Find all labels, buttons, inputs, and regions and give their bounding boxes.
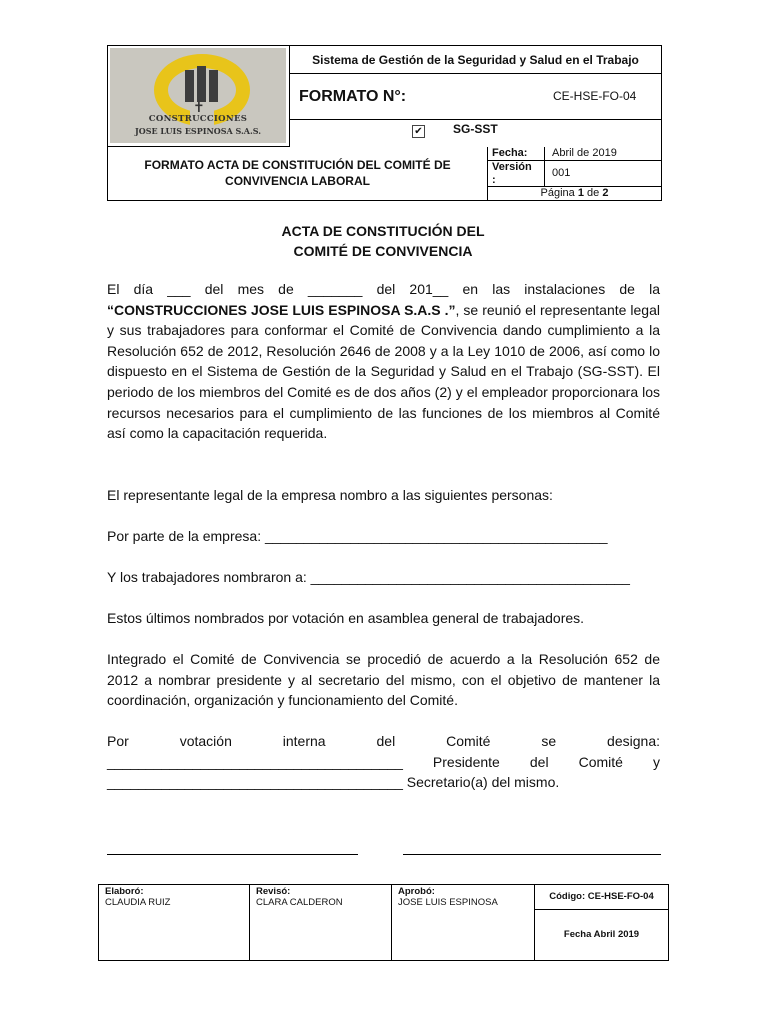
document-title-line1: ACTA DE CONSTITUCIÓN DEL	[281, 223, 485, 239]
company-name: “CONSTRUCCIONES JOSE LUIS ESPINOSA S.A.S .”	[107, 301, 456, 318]
designation-line3: ______________________________________ Secretario(a) del mismo.	[107, 774, 560, 791]
footer-code: Código: CE-HSE-FO-04	[535, 885, 668, 910]
logo-cell	[108, 46, 290, 147]
paragraph-designation	[107, 731, 660, 793]
form-title	[108, 147, 488, 201]
logo-bar-icon	[209, 70, 218, 102]
paragraph-voting: Estos últimos nombrados por votación en asamblea general de trabajadores.	[107, 610, 585, 626]
designation-line1: Por votación interna del Comité se designa:	[107, 733, 660, 749]
formato-label: FORMATO N°:	[299, 88, 407, 105]
footer-aprobo	[392, 885, 535, 960]
document-title	[230, 221, 536, 261]
company-logo	[110, 48, 286, 143]
footer-reviso	[250, 885, 392, 960]
form-title-line1: FORMATO ACTA DE CONSTITUCIÓN DEL COMITÉ DE	[144, 158, 451, 172]
formato-code: CE-HSE-FO-04	[553, 89, 637, 103]
aprobo-label: Aprobó:	[398, 886, 435, 897]
logo-text-line1: CONSTRUCCIONES	[148, 114, 248, 124]
footer-elaboro	[99, 885, 250, 960]
logo-bar-icon	[197, 66, 206, 102]
elaboro-label: Elaboró:	[105, 886, 144, 897]
logo-text-line2: JOSE LUIS ESPINOSA S.A.S.	[134, 126, 262, 136]
paragraph-integration: Integrado el Comité de Convivencia se procedió de acuerdo a la Resolución 652 de 2012 a nombrar presidente y al secretario del mismo, con el objetivo de mantener la coordinación, organización y funcionamiento del Comité.	[107, 651, 660, 709]
designation-line2: ______________________________________ Presidente del Comité y	[107, 753, 660, 770]
document-title-line2: COMITÉ DE CONVIVENCIA	[293, 243, 473, 259]
meta-cell	[488, 147, 661, 201]
elaboro-name: CLAUDIA RUIZ	[105, 897, 171, 908]
reviso-label: Revisó:	[256, 886, 291, 897]
version-label: Versión :	[492, 161, 532, 186]
header-table	[107, 45, 662, 201]
footer-date: Fecha Abril 2019	[563, 929, 640, 940]
sgsst-checkbox[interactable]: ✔	[412, 125, 425, 138]
paragraph-intro: El día ___ del mes de _______ del 201__ en las instalaciones de la “CONSTRUCCIONES JOSE LUIS ESPINOSA S.A.S .”, se reunió el representante legal y sus trabajadores para conformar el Comité de Convivencia dando cumplimiento a la Resolución 652 de 2012, Resolución 2646 de 2008 y a la Ley 1010 de 2006, así como lo dispuesto en el Sistema de Gestión de la Seguridad y Salud en el Trabajo (SG-SST). El periodo de los miembros del Comité es de dos años (2) y el empleador proporcionara los recursos necesarios para el cumplimiento de las funciones de los miembros al Comité así como la capacitación requerida.	[107, 281, 660, 442]
fecha-value: Abril de 2019	[552, 147, 617, 159]
paragraph-representative: El representante legal de la empresa nombro a las siguientes personas:	[107, 487, 553, 503]
formato-row	[290, 74, 661, 120]
logo-bar-icon	[185, 70, 194, 102]
sgsst-label: SG-SST	[453, 122, 498, 136]
worker-members-line: Y los trabajadores nombraron a: _________________________________________	[107, 569, 630, 585]
reviso-name: CLARA CALDERON	[256, 897, 343, 908]
system-title: Sistema de Gestión de la Seguridad y Salud en el Trabajo	[290, 46, 661, 74]
footer-table	[98, 884, 669, 961]
version-value: 001	[552, 167, 571, 179]
signature-line-left	[107, 854, 358, 855]
page-number: Página 1 de 2	[540, 187, 609, 199]
aprobo-name: JOSE LUIS ESPINOSA	[398, 897, 498, 908]
fecha-label: Fecha:	[492, 147, 528, 159]
signature-line-right	[403, 854, 661, 855]
company-members-line: Por parte de la empresa: ____________________________________________	[107, 528, 608, 544]
sgsst-row	[290, 120, 661, 147]
cross-icon: ✝	[193, 100, 205, 116]
form-title-line2: CONVIVENCIA LABORAL	[225, 174, 370, 188]
